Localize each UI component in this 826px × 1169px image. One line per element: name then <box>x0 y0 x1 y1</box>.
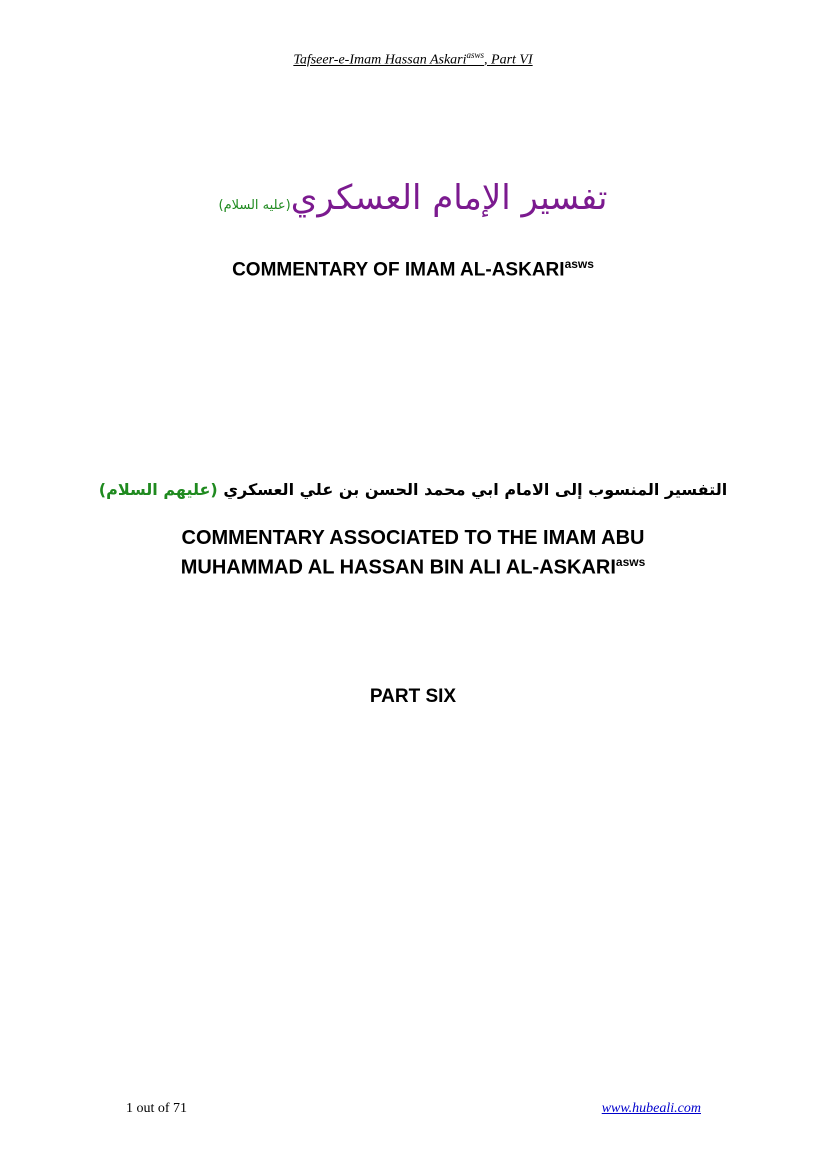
english-subtitle-line2: MUHAMMAD AL HASSAN BIN ALI AL-ASKARI <box>180 556 616 579</box>
page-number: 1 out of 71 <box>126 1101 188 1116</box>
english-title-text: COMMENTARY OF IMAM AL-ASKARI <box>232 259 565 281</box>
arabic-title-honorific: (عليه السلام) <box>218 198 291 213</box>
english-subtitle-line2-wrap <box>0 550 826 580</box>
header-title: Tafseer-e-Imam Hassan Askari <box>293 52 467 68</box>
english-subtitle-superscript: asws <box>615 555 646 569</box>
arabic-title-main: تفسير الإمام العسكري <box>290 178 608 218</box>
arabic-subtitle <box>0 480 826 499</box>
english-subtitle-line1: COMMENTARY ASSOCIATED TO THE IMAM ABU <box>181 527 645 549</box>
header-superscript: asws <box>466 50 485 60</box>
arabic-title <box>0 178 826 218</box>
english-title <box>0 257 826 281</box>
website-link[interactable]: www.hubeali.com <box>601 1101 701 1116</box>
part-heading: PART SIX <box>369 686 457 707</box>
header-part: , Part VI <box>484 52 533 68</box>
running-header <box>0 50 826 69</box>
english-subtitle <box>0 526 826 580</box>
arabic-subtitle-honorific: (عليهم السلام) <box>98 480 218 499</box>
arabic-subtitle-main: التفسير المنسوب إلى الامام ابي محمد الحسن بن علي العسكري <box>217 480 728 499</box>
english-title-superscript: asws <box>564 257 594 271</box>
